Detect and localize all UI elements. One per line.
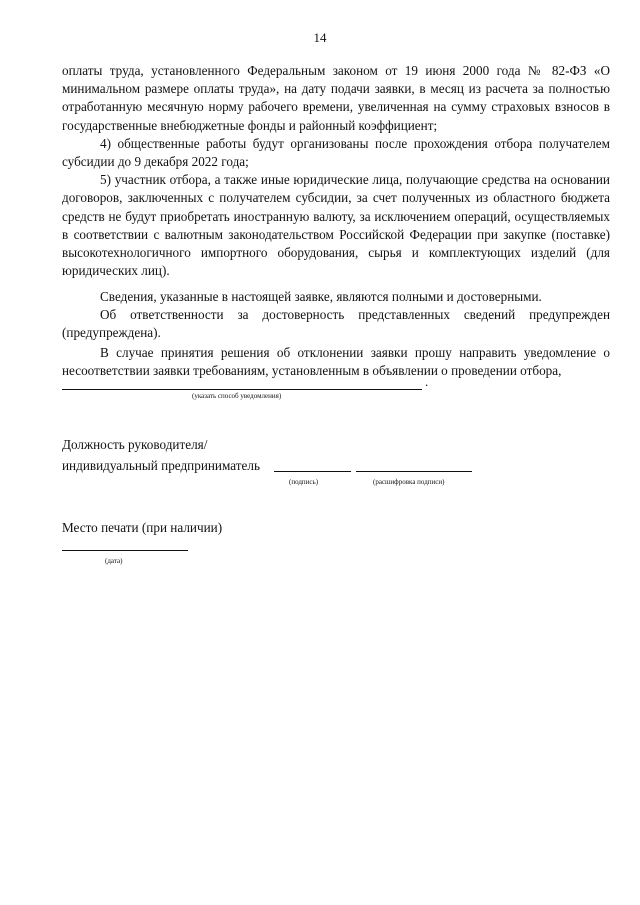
page-number: 14 (313, 30, 327, 45)
notification-end-dot: . (425, 374, 429, 389)
paragraph-currency: 5) участник отбора, а также иные юридические лица, получающие средства на основании договоров, заключенных с получателем субсидии, за счет полученных из областного бюджета средств не будут приобретать иностранную валюту, за исключением операций, осуществляемых в соответствии с валютным законодательством Российской Федерации при закупке (поставке) высокотехнологичного импортного оборудования, сырья и комплектующих изделий (для юридических лиц). (62, 172, 610, 279)
notification-request (62, 344, 610, 380)
date-caption: (дата) (105, 557, 123, 565)
signature-line (274, 471, 351, 472)
notification-method-caption: (указать способ уведомления) (192, 392, 282, 400)
signature-decoding-line (356, 471, 472, 472)
notification-text: В случае принятия решения об отклонении заявки прошу направить уведомление о несоответствии заявки требованиям, установленным в объявлении о проведении отбора, (62, 345, 610, 379)
signature-caption: (подпись) (289, 478, 319, 486)
position-label-line1: Должность руководителя/ (62, 437, 208, 452)
signature-decoding-caption: (расшифровка подписи) (373, 478, 445, 486)
completeness-statement: Сведения, указанные в настоящей заявке, являются полными и достоверными. (100, 289, 542, 304)
position-label-line2: индивидуальный предприниматель (62, 458, 260, 473)
paragraph-wage-condition: оплаты труда, установленного Федеральным законом от 19 июня 2000 года № 82-ФЗ «О минимальном размере оплаты труда», на дату подачи заявки, в месяц из расчета за полностью отработанную месячную норму рабочего времени, увеличенная на сумму страховых взносов в государственные внебюджетные фонды и районный коэффициент; (62, 63, 610, 133)
notification-method-line (62, 389, 422, 390)
date-line (62, 550, 188, 551)
conditions-section (62, 62, 610, 280)
statement-section (62, 288, 610, 343)
stamp-label: Место печати (при наличии) (62, 520, 223, 535)
responsibility-statement: Об ответственности за достоверность представленных сведений предупрежден (предупреждена). (62, 307, 610, 341)
paragraph-public-works: 4) общественные работы будут организованы после прохождения отбора получателем субсидии до 9 декабря 2022 года; (62, 135, 610, 170)
